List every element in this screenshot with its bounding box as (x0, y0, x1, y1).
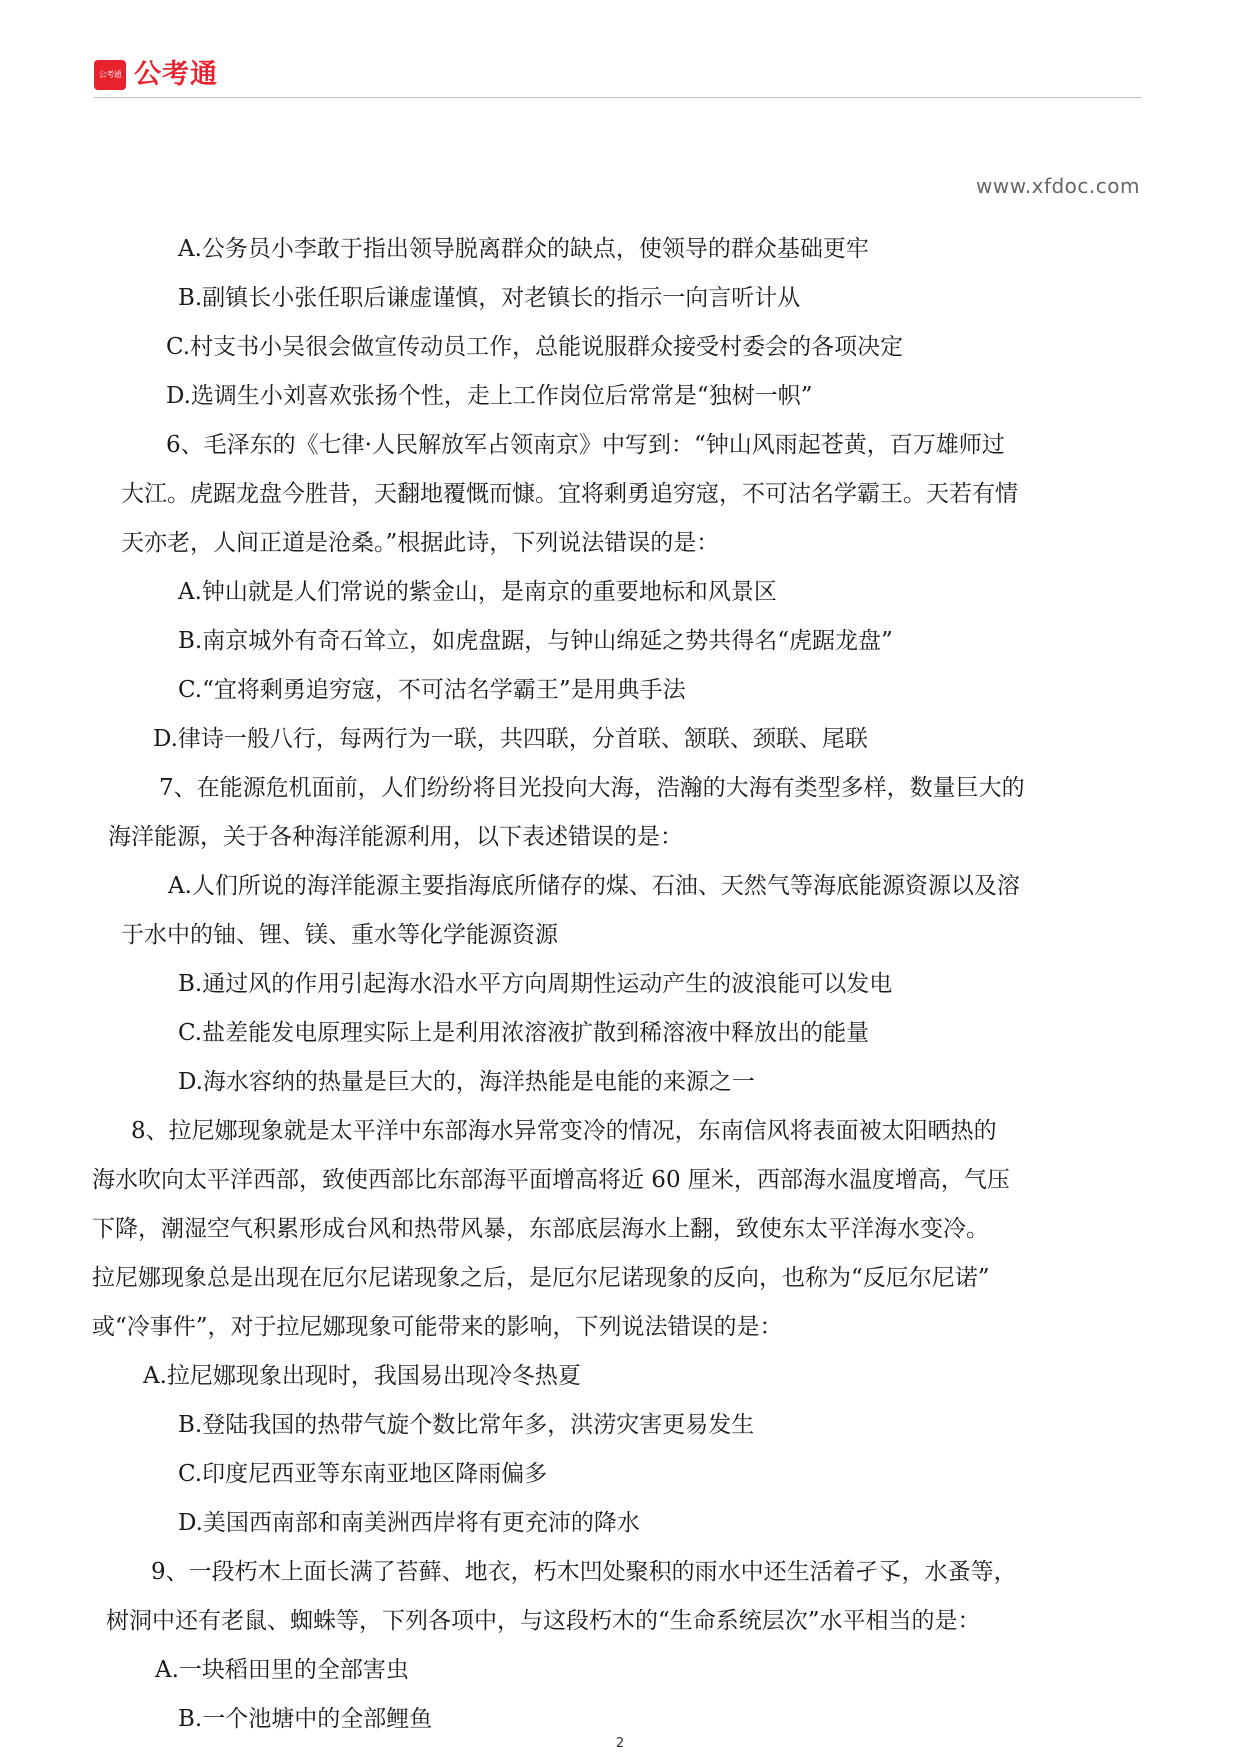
text-line: B.一个池塘中的全部鲤鱼 (178, 1706, 433, 1732)
text-line: A.钟山就是人们常说的紫金山，是南京的重要地标和风景区 (178, 579, 777, 605)
text-line: B.南京城外有奇石耸立，如虎盘踞，与钟山绵延之势共得名“虎踞龙盘” (178, 628, 893, 654)
page-number: 2 (615, 1736, 625, 1751)
text-line: D.美国西南部和南美洲西岸将有更充沛的降水 (178, 1510, 640, 1536)
text-line: 大江。虎踞龙盘今胜昔，天翻地覆慨而慷。宜将剩勇追穷寇，不可沽名学霸王。天若有情 (121, 481, 1018, 507)
text-line: 天亦老，人间正道是沧桑。”根据此诗，下列说法错误的是： (121, 530, 720, 556)
text-line: B.通过风的作用引起海水沿水平方向周期性运动产生的波浪能可以发电 (178, 971, 893, 997)
text-line: 海洋能源，关于各种海洋能源利用，以下表述错误的是： (108, 824, 683, 850)
text-line: 海水吹向太平洋西部，致使西部比东部海平面增高将近 60 厘米，西部海水温度增高，气压 (92, 1167, 1010, 1193)
text-line: 拉尼娜现象总是出现在厄尔尼诺现象之后，是厄尔尼诺现象的反向，也称为“反厄尔尼诺” (92, 1265, 990, 1291)
text-line: C.村支书小吴很会做宣传动员工作，总能说服群众接受村委会的各项决定 (166, 334, 904, 360)
header-divider (94, 97, 1142, 98)
text-line: 树洞中还有老鼠、蜘蛛等，下列各项中，与这段朽木的“生命系统层次”水平相当的是： (106, 1608, 981, 1634)
text-line: B.副镇长小张任职后谦虚谨慎，对老镇长的指示一向言听计从 (178, 285, 801, 311)
text-line: A.一块稻田里的全部害虫 (155, 1657, 409, 1683)
text-line: B.登陆我国的热带气旋个数比常年多，洪涝灾害更易发生 (178, 1412, 755, 1438)
text-line: D.海水容纳的热量是巨大的，海洋热能是电能的来源之一 (178, 1069, 755, 1095)
text-line: 7、在能源危机面前，人们纷纷将目光投向大海，浩瀚的大海有类型多样，数量巨大的 (159, 775, 1025, 801)
header (94, 58, 1142, 98)
logo-text: 公考通 (134, 59, 218, 90)
text-line: A.拉尼娜现象出现时，我国易出现冷冬热夏 (143, 1363, 581, 1389)
text-line: D.选调生小刘喜欢张扬个性，走上工作岗位后常常是“独树一帜” (166, 383, 813, 409)
text-line: 6、毛泽东的《七律·人民解放军占领南京》中写到：“钟山风雨起苍黄，百万雄师过 (166, 432, 1005, 458)
logo-icon: 公考通 (94, 60, 126, 90)
text-line: 下降，潮湿空气积累形成台风和热带风暴，东部底层海水上翻，致使东太平洋海水变冷。 (92, 1216, 989, 1242)
text-line: C.盐差能发电原理实际上是利用浓溶液扩散到稀溶液中释放出的能量 (178, 1020, 870, 1046)
text-line: C.印度尼西亚等东南亚地区降雨偏多 (178, 1461, 548, 1487)
text-line: A.人们所说的海洋能源主要指海底所储存的煤、石油、天然气等海底能源资源以及溶 (168, 873, 1020, 899)
text-line: 9、一段朽木上面长满了苔藓、地衣，朽木凹处聚积的雨水中还生活着孑孓，水蚤等， (151, 1559, 1017, 1585)
text-line: C.“宜将剩勇追穷寇，不可沽名学霸王”是用典手法 (178, 677, 686, 703)
text-line: A.公务员小李敢于指出领导脱离群众的缺点，使领导的群众基础更牢 (178, 236, 869, 262)
text-line: D.律诗一般八行，每两行为一联，共四联，分首联、颔联、颈联、尾联 (153, 726, 868, 752)
site-url: www.xfdoc.com (976, 174, 1140, 198)
text-line: 或“冷事件”，对于拉尼娜现象可能带来的影响，下列说法错误的是： (92, 1314, 783, 1340)
text-line: 于水中的铀、锂、镁、重水等化学能源资源 (121, 922, 558, 948)
text-line: 8、拉尼娜现象就是太平洋中东部海水异常变冷的情况，东南信风将表面被太阳晒热的 (131, 1118, 997, 1144)
